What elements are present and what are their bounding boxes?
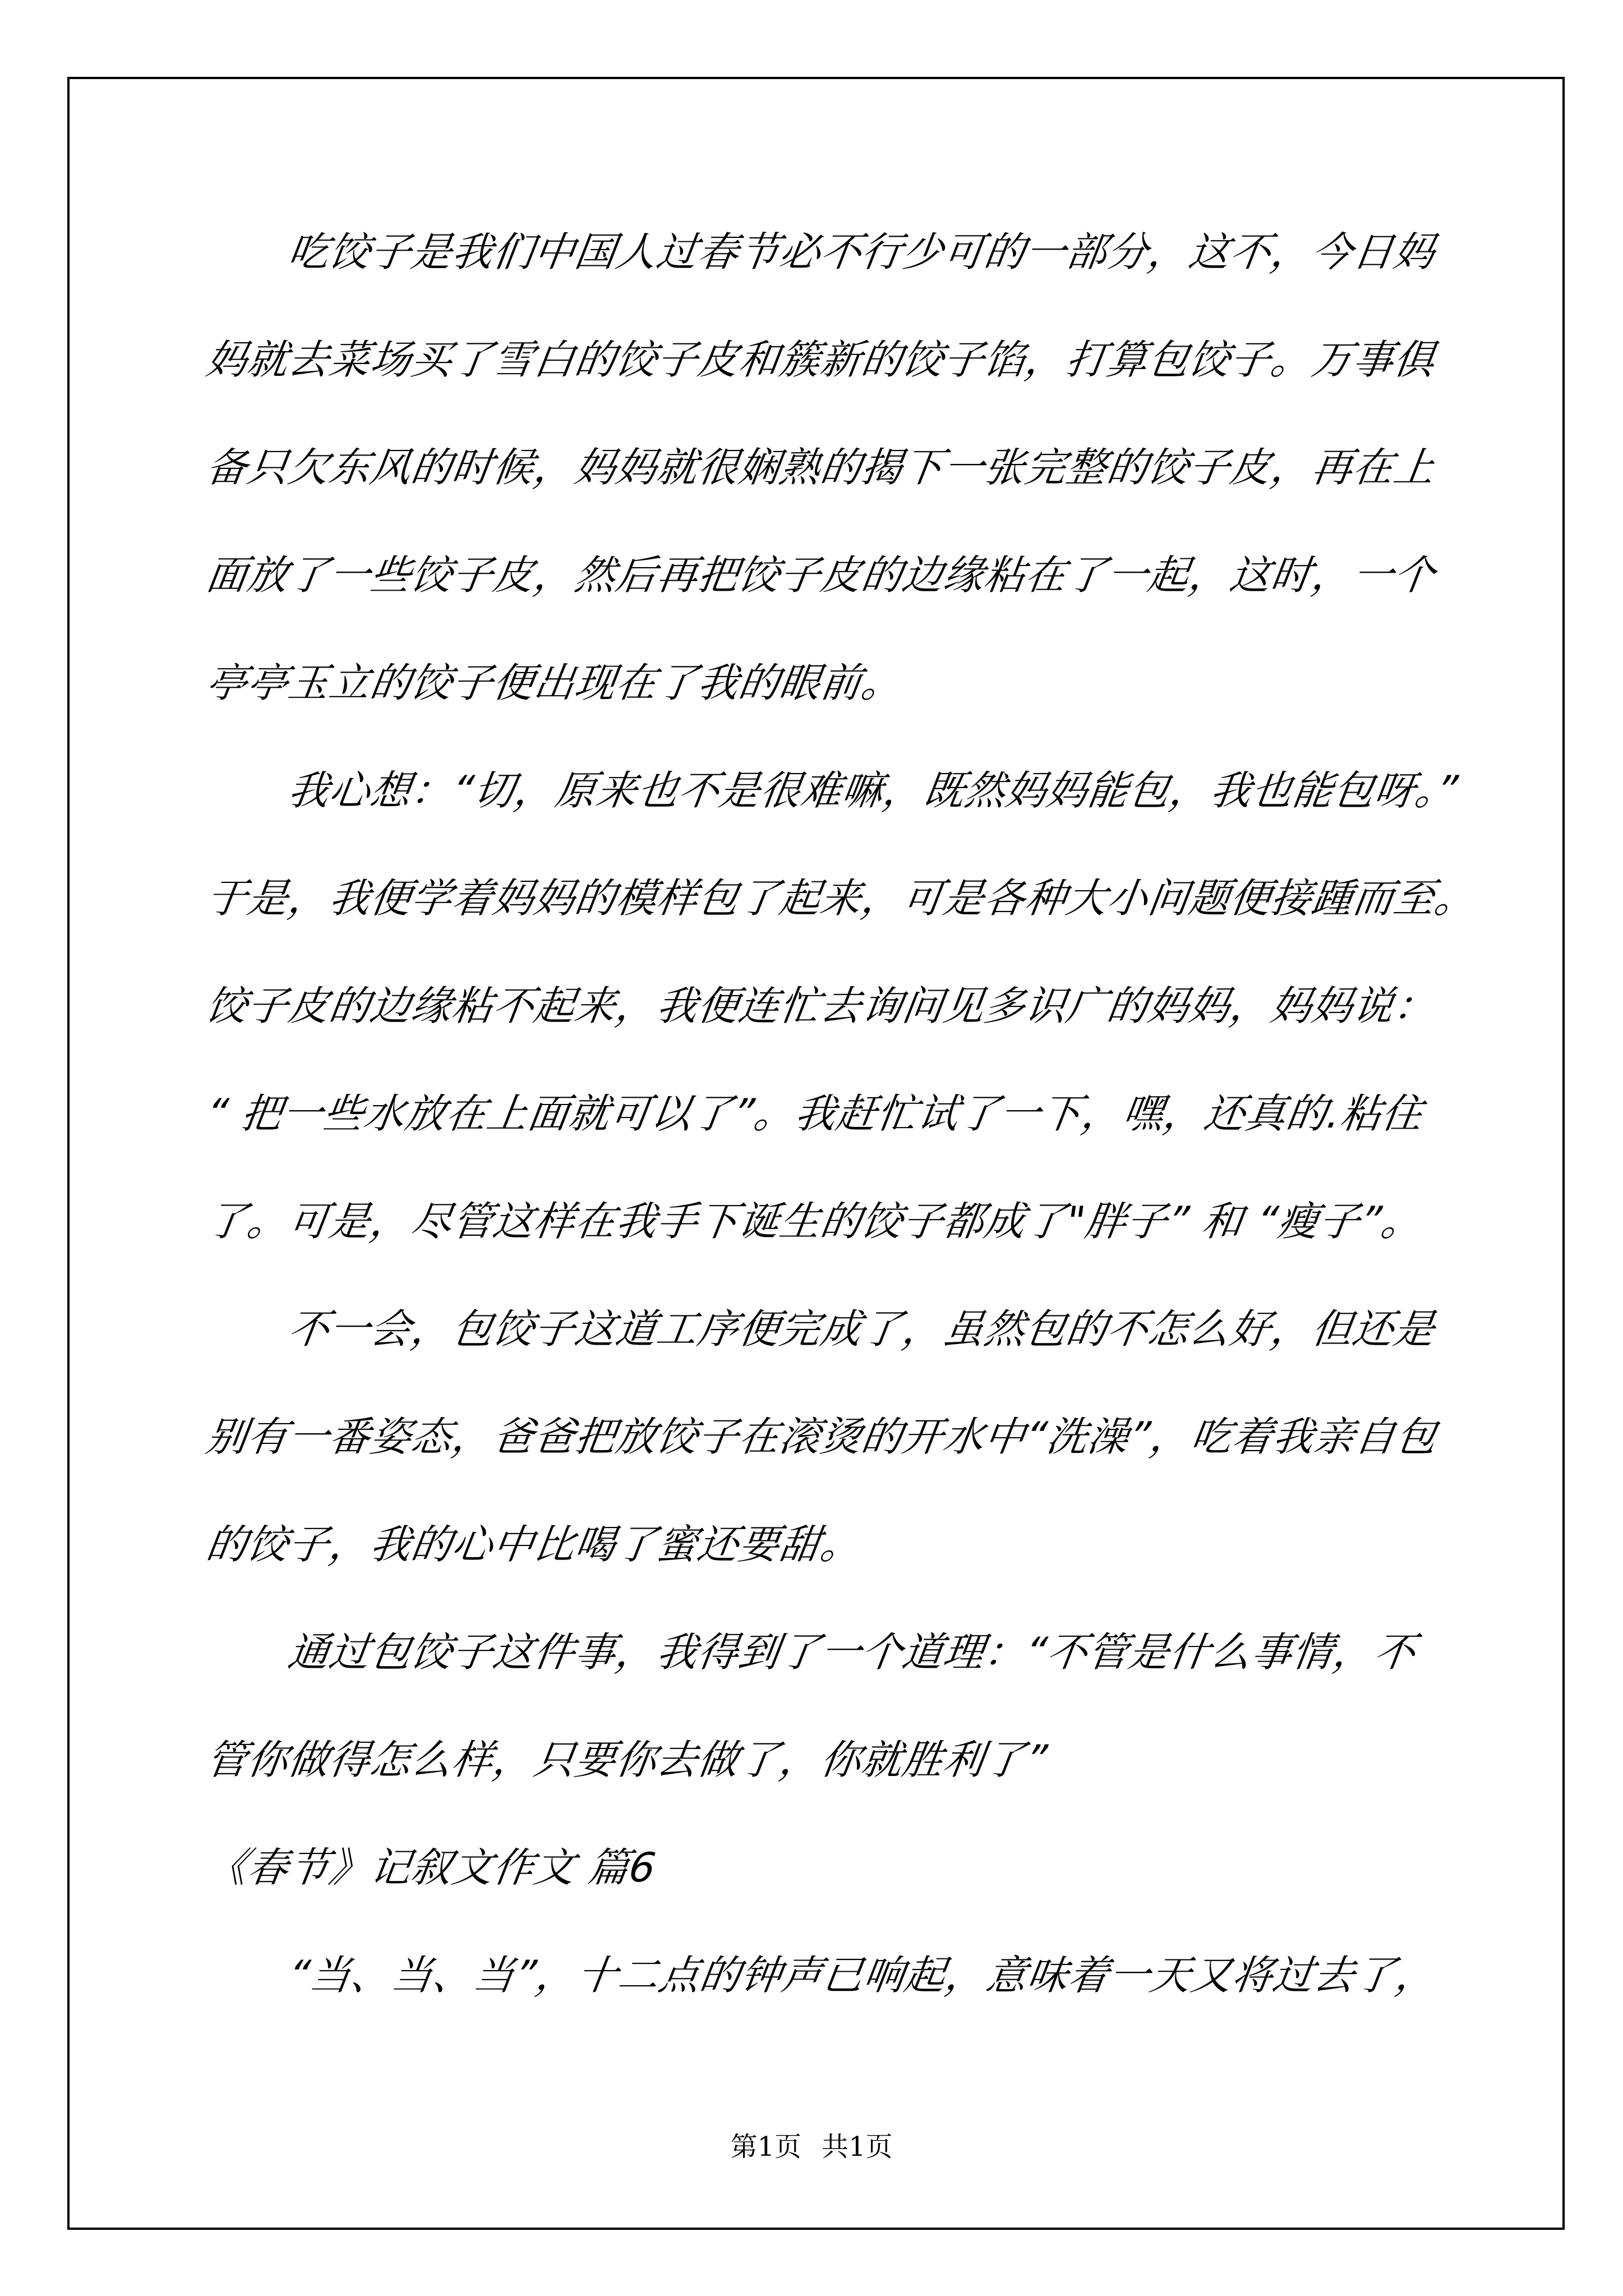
text-line: 别有一番姿态，爸爸把放饺子在滚烫的开水中“洗澡”，吃着我亲自包 bbox=[203, 1413, 1441, 1460]
text-line: “当、当、当”，十二点的钟声已响起，意味着一天又将过去了， bbox=[285, 1952, 1441, 1999]
page-number-current: 第1页 bbox=[730, 2131, 801, 2162]
text-line: “ 把一些水放在上面就可以了”。我赶忙试了一下，嘿，还真的.粘住 bbox=[203, 1090, 1426, 1137]
text-line: 的饺子，我的心中比喝了蜜还要甜。 bbox=[203, 1521, 865, 1568]
text-line: 面放了一些饺子皮，然后再把饺子皮的边缘粘在了一起，这时，一个 bbox=[203, 551, 1438, 599]
text-line: 不一会，包饺子这道工序便完成了，虽然包的不怎么好，但还是 bbox=[285, 1305, 1438, 1352]
text-line: 于是，我便学着妈妈的模样包了起来，可是各种大小问题便接踵而至。 bbox=[203, 875, 1479, 922]
text-line: 我心想：“切，原来也不是很难嘛，既然妈妈能包，我也能包呀。” bbox=[285, 767, 1461, 814]
page-number-total: 共1页 bbox=[822, 2131, 893, 2162]
text-line: 饺子皮的边缘粘不起来，我便连忙去询问见多识广的妈妈，妈妈说： bbox=[203, 982, 1438, 1029]
text-line: 了。可是，尽管这样在我手下诞生的饺子都成了"胖子” 和 “瘦子”。 bbox=[203, 1198, 1426, 1245]
text-line: 吃饺子是我们中国人过春节必不行少可的一部分，这不，今日妈 bbox=[285, 228, 1438, 275]
text-line: 妈就去菜场买了雪白的饺子皮和簇新的饺子馅，打算包饺子。万事俱 bbox=[203, 336, 1438, 383]
essay-body bbox=[199, 198, 1479, 2029]
text-line: 亭亭玉立的饺子便出现在了我的眼前。 bbox=[203, 659, 906, 706]
text-line: 通过包饺子这件事，我得到了一个道理：“不管是什么事情，不 bbox=[285, 1628, 1419, 1676]
text-line: 管你做得怎么样，只要你去做了，你就胜利了” bbox=[203, 1736, 1050, 1783]
text-line: 备只欠东风的时候，妈妈就很娴熟的揭下一张完整的饺子皮，再在上 bbox=[203, 444, 1438, 491]
text-line: 《春节》记叙文作文 篇6 bbox=[203, 1844, 660, 1891]
page-footer bbox=[0, 2130, 1623, 2164]
